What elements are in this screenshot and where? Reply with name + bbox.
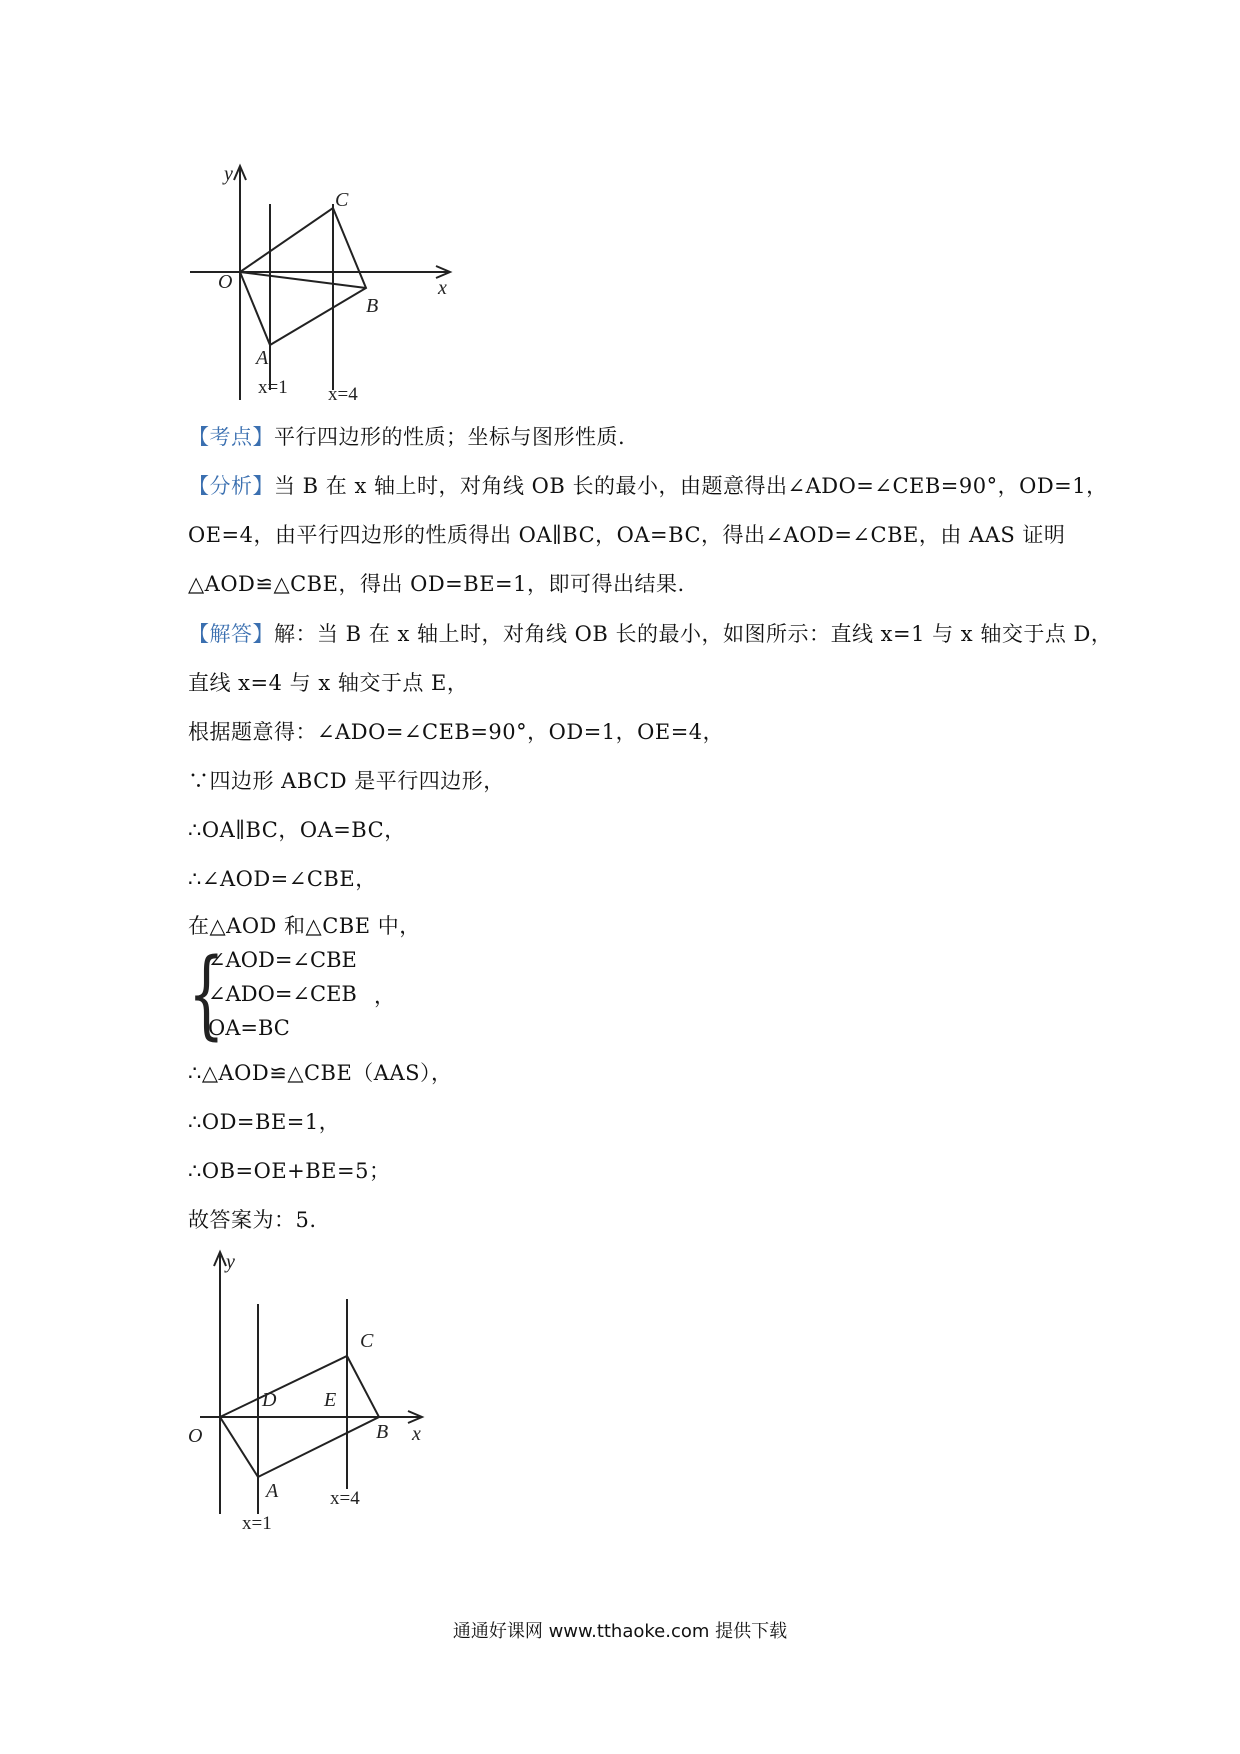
page-footer: 通通好课网 www.tthaoke.com 提供下载 (452, 1621, 788, 1642)
jieda-line-7: 在△AOD 和△CBE 中， (188, 914, 421, 938)
jieda-line-2: 直线 x=4 与 x 轴交于点 E， (188, 671, 469, 695)
figure-2-parallelogram (180, 1244, 440, 1534)
label-x: x (438, 277, 447, 299)
jieda-line-6: ∴∠AOD=∠CBE， (188, 867, 377, 891)
label-x-eq-1: x=1 (258, 377, 288, 398)
jieda-line-9: ∴OD=BE=1， (188, 1110, 341, 1134)
jieda-line-10: ∴OB=OE+BE=5； (188, 1159, 391, 1183)
figure-1-svg (180, 160, 470, 410)
label-x-eq-1: x=1 (242, 1513, 272, 1534)
jieda-tag: 【解答】 (188, 622, 274, 646)
label-A: A (266, 1480, 279, 1502)
label-B: B (376, 1421, 389, 1443)
jieda-line-5: ∴OA∥BC，OA=BC， (188, 818, 406, 842)
fenxi-line-2: OE=4，由平行四边形的性质得出 OA∥BC，OA=BC，得出∠AOD=∠CBE，由 AAS 证明 (188, 523, 1066, 547)
kaodian-text: 平行四边形的性质；坐标与图形性质. (274, 425, 626, 449)
figure-1-parallelogram (180, 160, 470, 410)
fenxi-text-1: 当 B 在 x 轴上时，对角线 OB 长的最小，由题意得出∠ADO=∠CEB=90°，OD=1， (274, 474, 1108, 498)
equation-system (188, 938, 408, 1054)
label-y: y (226, 1251, 235, 1273)
system-row-3: OA=BC (208, 1016, 290, 1040)
label-x: x (412, 1423, 421, 1445)
label-D: D (262, 1389, 277, 1411)
label-O: O (218, 271, 233, 293)
fenxi-tag: 【分析】 (188, 474, 274, 498)
jieda-line-3: 根据题意得：∠ADO=∠CEB=90°，OD=1，OE=4， (188, 720, 725, 744)
parallelogram-OCBA (240, 208, 366, 345)
system-comma: ， (374, 984, 395, 1008)
label-x-eq-4: x=4 (330, 1488, 360, 1509)
label-x-eq-4: x=4 (328, 384, 358, 405)
label-y: y (224, 163, 233, 185)
diagonal-OB (240, 272, 366, 288)
label-C: C (335, 189, 349, 211)
jieda-line-8: ∴△AOD≌△CBE（AAS）， (188, 1061, 453, 1085)
label-C: C (360, 1330, 374, 1352)
jieda-line-11: 故答案为：5. (188, 1208, 317, 1232)
jieda-line-1 (188, 619, 1112, 649)
fenxi-line-1 (188, 471, 1108, 501)
figure-2-svg (180, 1244, 440, 1534)
label-E: E (324, 1389, 337, 1411)
left-brace: { (188, 938, 225, 1050)
fenxi-line-3: △AOD≌△CBE，得出 OD=BE=1，即可得出结果. (188, 572, 685, 596)
label-O: O (188, 1425, 203, 1447)
label-B: B (366, 295, 379, 317)
system-row-1: ∠AOD=∠CBE (208, 948, 357, 972)
jieda-line-4: ∵四边形 ABCD 是平行四边形， (188, 769, 505, 793)
system-row-2: ∠ADO=∠CEB (208, 982, 357, 1006)
kaodian-tag: 【考点】 (188, 425, 274, 449)
label-A: A (256, 347, 269, 369)
jieda-text-1: 解：当 B 在 x 轴上时，对角线 OB 长的最小，如图所示：直线 x=1 与 x 轴交于点 D， (274, 622, 1113, 646)
kaodian-line (188, 422, 625, 452)
